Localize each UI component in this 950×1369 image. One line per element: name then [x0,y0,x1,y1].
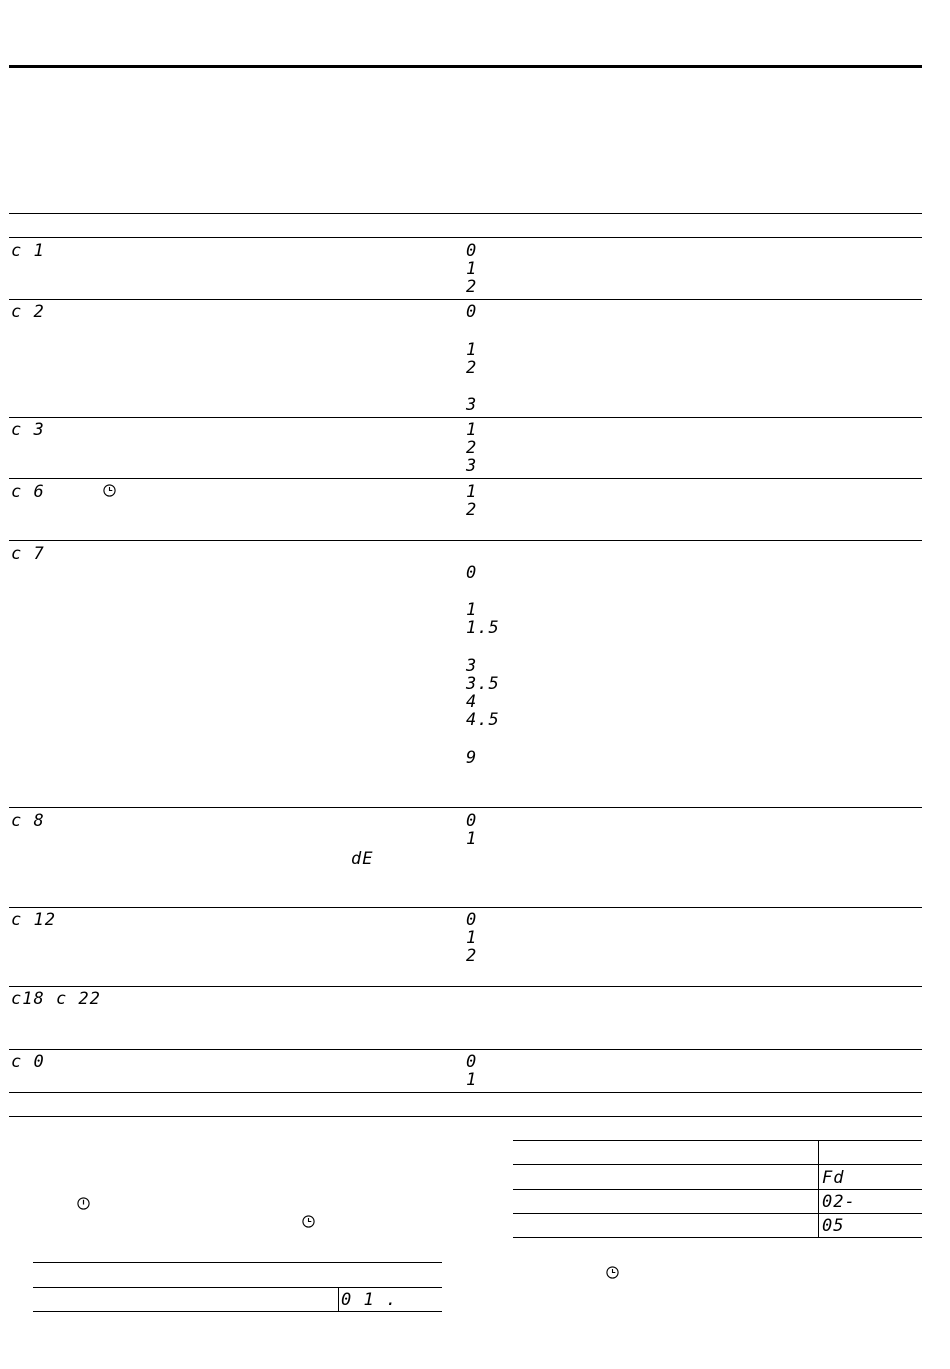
setting-code-c3: c 3 [11,420,45,440]
display-value: 0 1 . [341,1290,398,1310]
setting-value: 1 [466,420,478,440]
setting-value: 2 [466,946,478,966]
header-rule [9,65,922,68]
small-table-rule [33,1262,442,1263]
setting-value: 3 [466,656,478,676]
setting-code-c8: c 8 [11,811,45,831]
setting-value: 1.5 [466,618,500,638]
clock-icon [103,484,116,497]
setting-value: 0 [466,910,478,930]
setting-value: 3 [466,456,478,476]
setting-value: 0 [466,241,478,261]
setting-value: 4.5 [466,710,500,730]
table-bottom-rule [9,1116,922,1117]
setting-value: 3.5 [466,674,500,694]
setting-value: 3 [466,395,478,415]
setting-value: 2 [466,358,478,378]
row-divider [9,299,922,300]
clock-icon [302,1215,315,1228]
small-table-rule [513,1164,922,1165]
row-divider [9,986,922,987]
small-table-rule [33,1287,442,1288]
setting-value: 9 [466,748,478,768]
setting-value: 2 [466,277,478,297]
row-divider [9,807,922,808]
row-divider [9,417,922,418]
setting-value: 2 [466,500,478,520]
small-table-rule [513,1237,922,1238]
inline-display-code: dE [351,849,374,869]
setting-value: 0 [466,811,478,831]
setting-value: 0 [466,302,478,322]
setting-code-c12: c 12 [11,910,56,930]
row-divider [9,907,922,908]
table-header-rule [9,237,922,238]
row-divider [9,478,922,479]
power-icon [77,1197,90,1210]
setting-value: 1 [466,340,478,360]
small-table-column-separator [338,1287,339,1311]
setting-value: 1 [466,482,478,502]
small-table-rule [513,1189,922,1190]
row-divider [9,1049,922,1050]
small-table-column-separator [818,1140,819,1237]
clock-icon [606,1266,619,1279]
setting-value: 2 [466,438,478,458]
setting-code-c18-c22: c18 c 22 [11,989,101,1009]
setting-code-c1: c 1 [11,241,45,261]
small-table-rule [513,1140,922,1141]
small-table-rule [33,1311,442,1312]
display-value: 05 [822,1216,845,1236]
setting-code-c0: c 0 [11,1052,45,1072]
display-value: Fd [822,1168,845,1188]
setting-value: 4 [466,692,478,712]
setting-code-c6: c 6 [11,482,45,502]
small-table-rule [513,1213,922,1214]
display-value: 02- [822,1192,856,1212]
row-divider [9,1092,922,1093]
row-divider [9,540,922,541]
setting-value: 0 [466,563,478,583]
setting-value: 1 [466,1070,478,1090]
setting-value: 1 [466,600,478,620]
setting-code-c2: c 2 [11,302,45,322]
setting-code-c7: c 7 [11,544,45,564]
setting-value: 0 [466,1052,478,1072]
setting-value: 1 [466,829,478,849]
setting-value: 1 [466,259,478,279]
table-top-rule [9,213,922,214]
setting-value: 1 [466,928,478,948]
